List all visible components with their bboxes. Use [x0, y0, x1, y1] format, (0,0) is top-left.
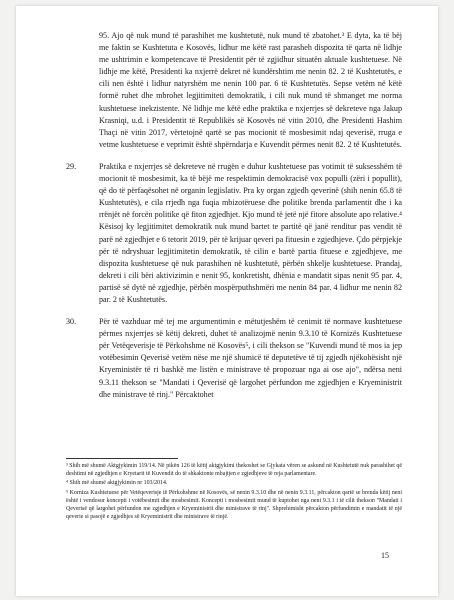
paragraph-number: 30. [66, 317, 77, 327]
footnote-separator [66, 458, 178, 459]
paragraph-text: Praktika e nxjerrjes së dekreteve në rrugën e duhur kushtetuese pas votimit të suksesshëm të mocionit të mosbesimit, ka të bëjë me respektimin demokracisë vox populli (zëri i popullit), që do të përfaqësohet në organin legjislativ. Pra ky organ zgjedh qeverinë (shih nenin 65.8 të Kushtetutës), e cila rrjedh nga fuqia mbizotëruese dhe politike brenda parlamentit dhe i ka rrënjët në forcën politike që fiton zgjedhjet. Kjo mund të jetë një fitore absolute apo relative.⁴ Kësisoj ky legjitimitet demokratik nuk mund bartet te partitë që janë renditur pas vendit të parë në zgjedhjet e 6 tetorit 2019, për të krijuar qeveri pa fituesin e zgjedhjeve. Çdo përpjekje për të ndryshuar legjitimitetin demokratik, të cilin e bartë partia fituese e zgjedhjeve, me dispozita kushtetuese që nuk parashihen në kushtetutë, përbën shkelje kushtetuese. Prandaj, dekreti i cili bëri aktivizimin e nenit 95, konkretisht, dhënia e mandatit sipas nenit 95 par. 4, partisë së dytë në zgjedhje, përbën mospërputhshmëri me nenin 84 par. 4 lidhur me nenin 82 par. 2 të Kushtetutës. [99, 161, 402, 304]
body-text [66, 30, 402, 411]
paragraph-number: 29. [66, 161, 77, 171]
footnote-4: ⁴ Shih më shumë aktgjykimin nr 103/2014. [66, 480, 168, 487]
paragraph-30 [66, 316, 402, 401]
paragraph-text: 95. Ajo që nuk mund të parashihet me kushtetutë, nuk mund të zbatohet.³ E dyta, ka të bëj me faktin se Kushtetuta e Kosovës, lidhur me këtë rast parasheh dispozita të qarta në lidhje me ushtrimin e kompetencave të Presidentit për të zgjidhur situatën aktuale kushtetuese. Në lidhje me këtë, Presidenti ka nxjerrë dekret në kundërshtim me nenin 82. 2 të Kushtetutës, e cili nen është i lidhur natyrshëm me nenin 100 par. 6 të Kushtetutës. Sepse vetëm në këtë formë ruhet dhe mbrohet legjitimiteti demokratik, i cili nuk mund të shmanget me norma kushtetuese inekzistente. Në lidhje me këtë edhe praktika e nxjerrjes së dekreteve nga Jakup Krasniqi, u.d. i Presidentit të Republikës së Kosovës në vitin 2010, dhe Presidenti Hashim Thaçi në vitin 2017, vërtetojnë qartë se pas mocionit të mosbesimit ndaj qeverisë, rruga e vetme kushtetuese e veprimit është shpërndarja e Kuvendit përmes nenit 82. 2 të Kushtetutës. [99, 31, 402, 149]
footnotes [66, 458, 402, 522]
paragraph-continuation [66, 30, 402, 151]
page-number: 15 [381, 551, 389, 560]
footnote-3: ³ Shih më shumë Aktgjykimin 119/14. Në pikën 126 të këtij aktgjykimi thekoshet se Gjykata vëren se askund në Kushtetutë nuk parashihet që deshtimi në zgjedhjen e Kryetarit të Kuvendit do të shkaktonte mbajtjen e zgjedhjeve të reja parlamentare. [66, 463, 402, 478]
paragraph-29 [66, 161, 402, 306]
paragraph-text: Për të vazhduar më tej me argumentimin e mëtutjeshëm të cenimit të normave kushtetuese përmes nxjerrjes së këtij dekreti, duhet të analizojmë nenin 9.3.10 të Kornizës Kushtetuese për Vetëqeverisje të Përkohshme në Kosovës⁵, i cili thekson se "Kuvendi mund të mos ia jep votëbesimin Qeverisë vetëm nëse me një shumicë të deputetëve të tij zgjedh njëkohësisht një Kryeministër të ri bashkë me listën e ministrave të propozuar nga ai ose ajo", ndërsa neni 9.3.11 thekson se "Mandati i Qeverisë që largohet përfundon me zgjedhjen e Kryeministrit dhe ministrave të rinj." Përcaktohet [99, 317, 402, 399]
document-page [16, 6, 438, 596]
footnote-5: ⁵ Korniza Kushtetuese për Vetëqeverisje të Përkohshme në Kosovës, së nenin 9.3.10 dhe në nenin 9.3.11, përcakton qartë se brenda këtij neni është i vendosur koncepti i votëbesimit dhe mosbesimit. Koncepti i mosbesimit mund të kuptohet nga neni 9.3.1 i të cilit thekson "Mandati i Qeverisë që largohet përfundon me zgjedhjen e Kryeministrit dhe ministrave të rinj". Shprehimisht përcakton përfundimin e mandatit të një qeverie si pasojë e zgjedhjes së Kryeministrit dhe ministrave të rinjë. [66, 489, 402, 521]
